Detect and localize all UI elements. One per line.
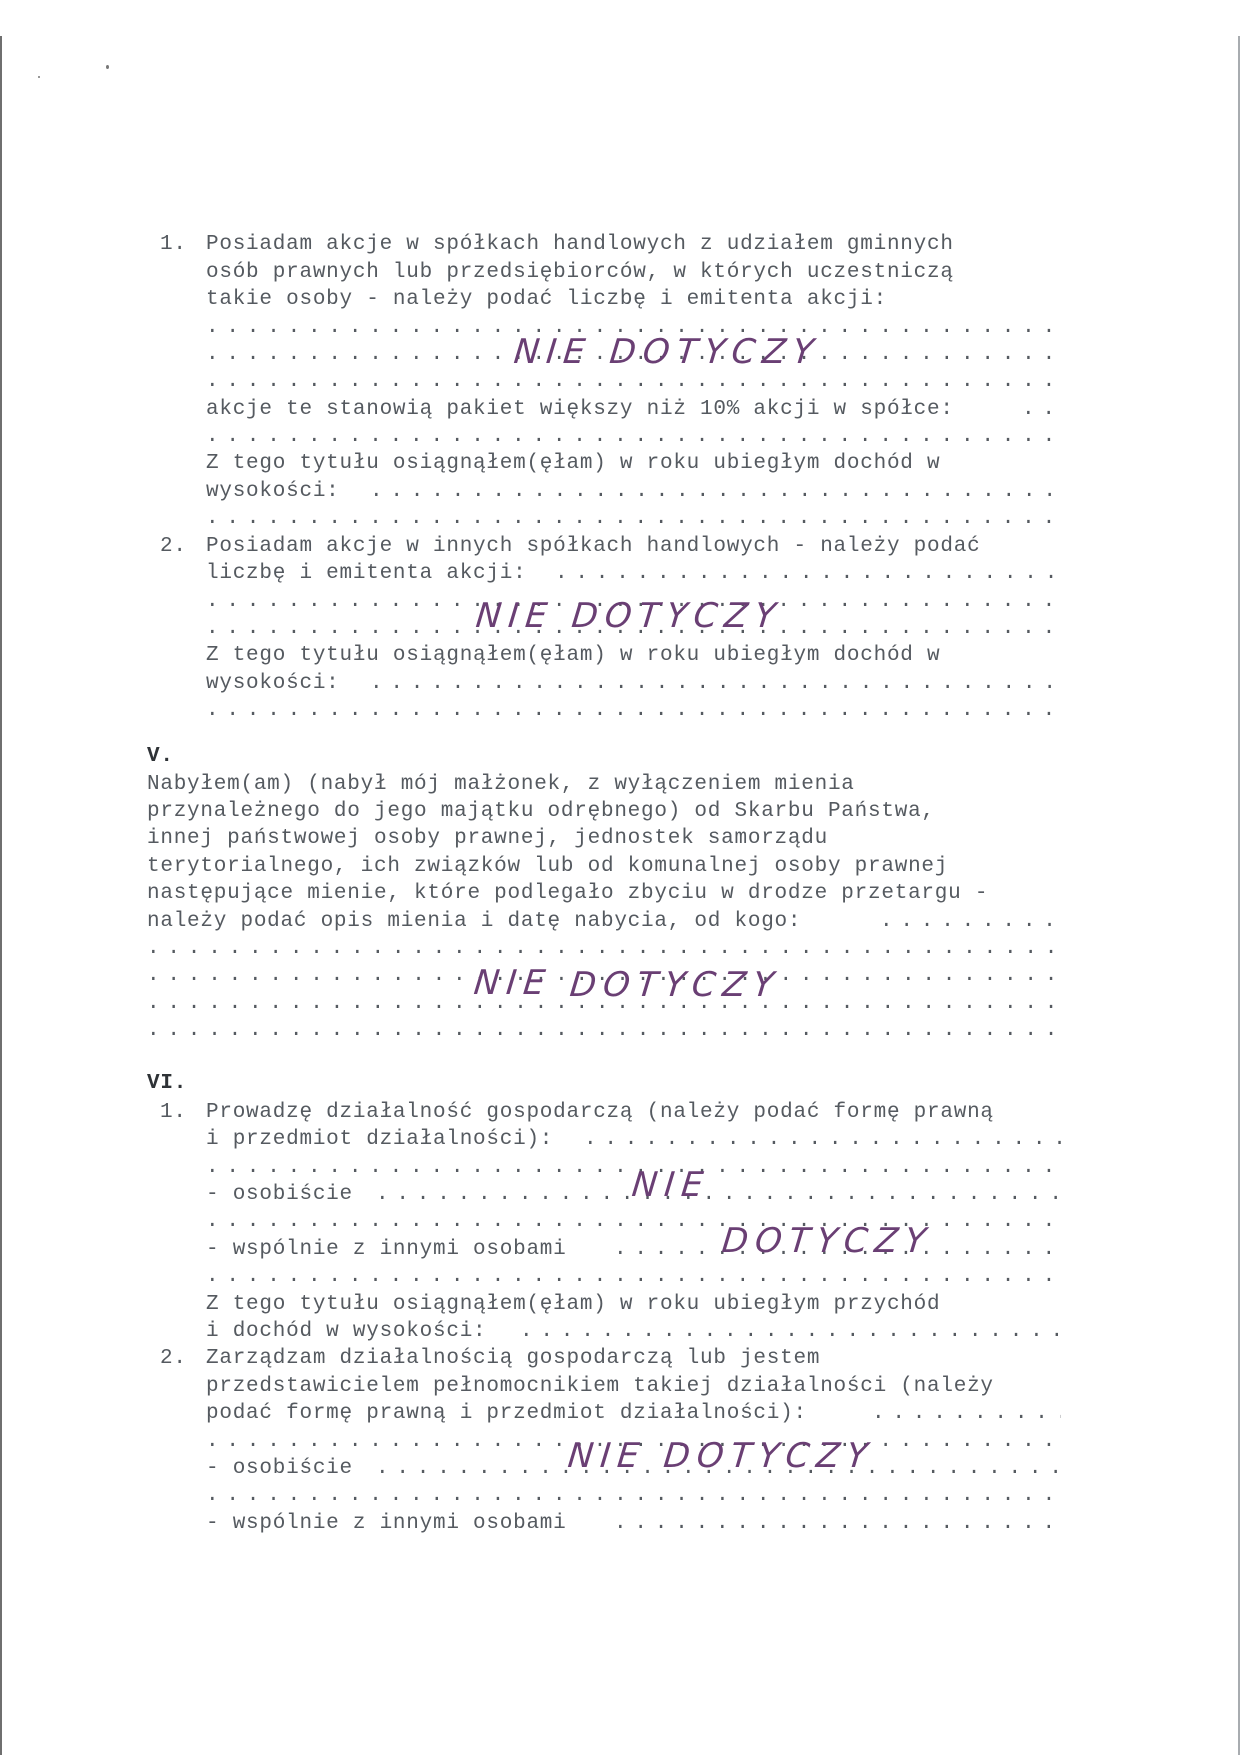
- question-text: osób prawnych lub przedsiębiorców, w których uczestniczą: [206, 261, 954, 284]
- scan-speck: [106, 65, 109, 69]
- answer-line[interactable]: [584, 1126, 1061, 1153]
- scan-left-edge: [0, 36, 2, 1755]
- question-text: liczbę i emitenta akcji:: [206, 562, 527, 585]
- answer-line[interactable]: [147, 1017, 1061, 1044]
- question-text: podać formę prawną i przedmiot działalności):: [206, 1402, 807, 1425]
- section-text: innej państwowej osoby prawnej, jednostek samorządu: [147, 827, 828, 850]
- income-text: Z tego tytułu osiągnąłem(ęłam) w roku ubiegłym dochód w: [206, 644, 941, 667]
- packet-question: akcje te stanowią pakiet większy niż 10% akcji w spółce:: [206, 398, 954, 421]
- section-text: następujące mienie, które podlegało zbyciu w drodze przetargu -: [147, 882, 989, 905]
- handwritten-answer: NIE DOTYCZY: [565, 1436, 877, 1476]
- question-text: Prowadzę działalność gospodarczą (należy podać formę prawną: [206, 1101, 994, 1124]
- answer-line[interactable]: [614, 1510, 1061, 1537]
- answer-line[interactable]: [147, 935, 1061, 962]
- section-text: terytorialnego, ich związków lub od komunalnej osoby prawnej: [147, 855, 949, 878]
- handwritten-answer: NIE DOTYCZY: [511, 332, 823, 372]
- answer-line[interactable]: [206, 697, 1061, 724]
- item-number: 1.: [160, 233, 187, 256]
- answer-line[interactable]: [376, 1181, 1061, 1208]
- income-text: wysokości:: [206, 672, 340, 695]
- personal-label: - osobiście: [206, 1457, 353, 1480]
- answer-line[interactable]: [206, 1482, 1061, 1509]
- answer-line[interactable]: [872, 1400, 1061, 1427]
- income-text: Z tego tytułu osiągnąłem(ęłam) w roku ubiegłym przychód: [206, 1293, 941, 1316]
- personal-label: - osobiście: [206, 1183, 353, 1206]
- question-text: i przedmiot działalności):: [206, 1128, 554, 1151]
- answer-line[interactable]: [1022, 396, 1061, 423]
- section-heading: V.: [147, 745, 174, 768]
- income-answer-line[interactable]: [520, 1318, 1061, 1345]
- section-text: należy podać opis mienia i datę nabycia, od kogo:: [147, 910, 802, 933]
- income-answer-line[interactable]: [370, 670, 1061, 697]
- question-text: Posiadam akcje w spółkach handlowych z udziałem gminnych: [206, 233, 954, 256]
- section-heading: VI.: [147, 1072, 188, 1095]
- question-text: Posiadam akcje w innych spółkach handlowych - należy podać: [206, 535, 981, 558]
- jointly-label: - wspólnie z innymi osobami: [206, 1512, 567, 1535]
- answer-line[interactable]: [206, 1263, 1061, 1290]
- scan-speck: [38, 76, 40, 78]
- income-text: wysokości:: [206, 480, 340, 503]
- answer-line[interactable]: [206, 505, 1061, 532]
- answer-line[interactable]: [206, 423, 1061, 450]
- handwritten-answer: DOTYCZY: [567, 965, 783, 1005]
- handwritten-answer: NIE DOTYCZY: [473, 596, 785, 636]
- item-number: 1.: [160, 1101, 187, 1124]
- handwritten-answer: DOTYCZY: [719, 1221, 935, 1261]
- question-text: Zarządzam działalnością gospodarczą lub jestem: [206, 1347, 821, 1370]
- scan-right-edge: [1238, 36, 1240, 1755]
- answer-line[interactable]: [880, 908, 1061, 935]
- answer-line[interactable]: [555, 560, 1061, 587]
- handwritten-answer: NIE: [629, 1165, 713, 1205]
- item-number: 2.: [160, 535, 187, 558]
- answer-line[interactable]: [206, 368, 1061, 395]
- jointly-label: - wspólnie z innymi osobami: [206, 1238, 567, 1261]
- section-text: Nabyłem(am) (nabył mój małżonek, z wyłączeniem mienia: [147, 773, 855, 796]
- income-answer-line[interactable]: [370, 478, 1061, 505]
- question-text: takie osoby - należy podać liczbę i emitenta akcji:: [206, 288, 887, 311]
- income-text: i dochód w wysokości:: [206, 1320, 487, 1343]
- question-text: przedstawicielem pełnomocnikiem takiej działalności (należy: [206, 1375, 994, 1398]
- income-text: Z tego tytułu osiągnąłem(ęłam) w roku ubiegłym dochód w: [206, 452, 941, 475]
- handwritten-answer: NIE: [471, 963, 555, 1003]
- item-number: 2.: [160, 1347, 187, 1370]
- section-text: przynależnego do jego majątku odrębnego) od Skarbu Państwa,: [147, 800, 935, 823]
